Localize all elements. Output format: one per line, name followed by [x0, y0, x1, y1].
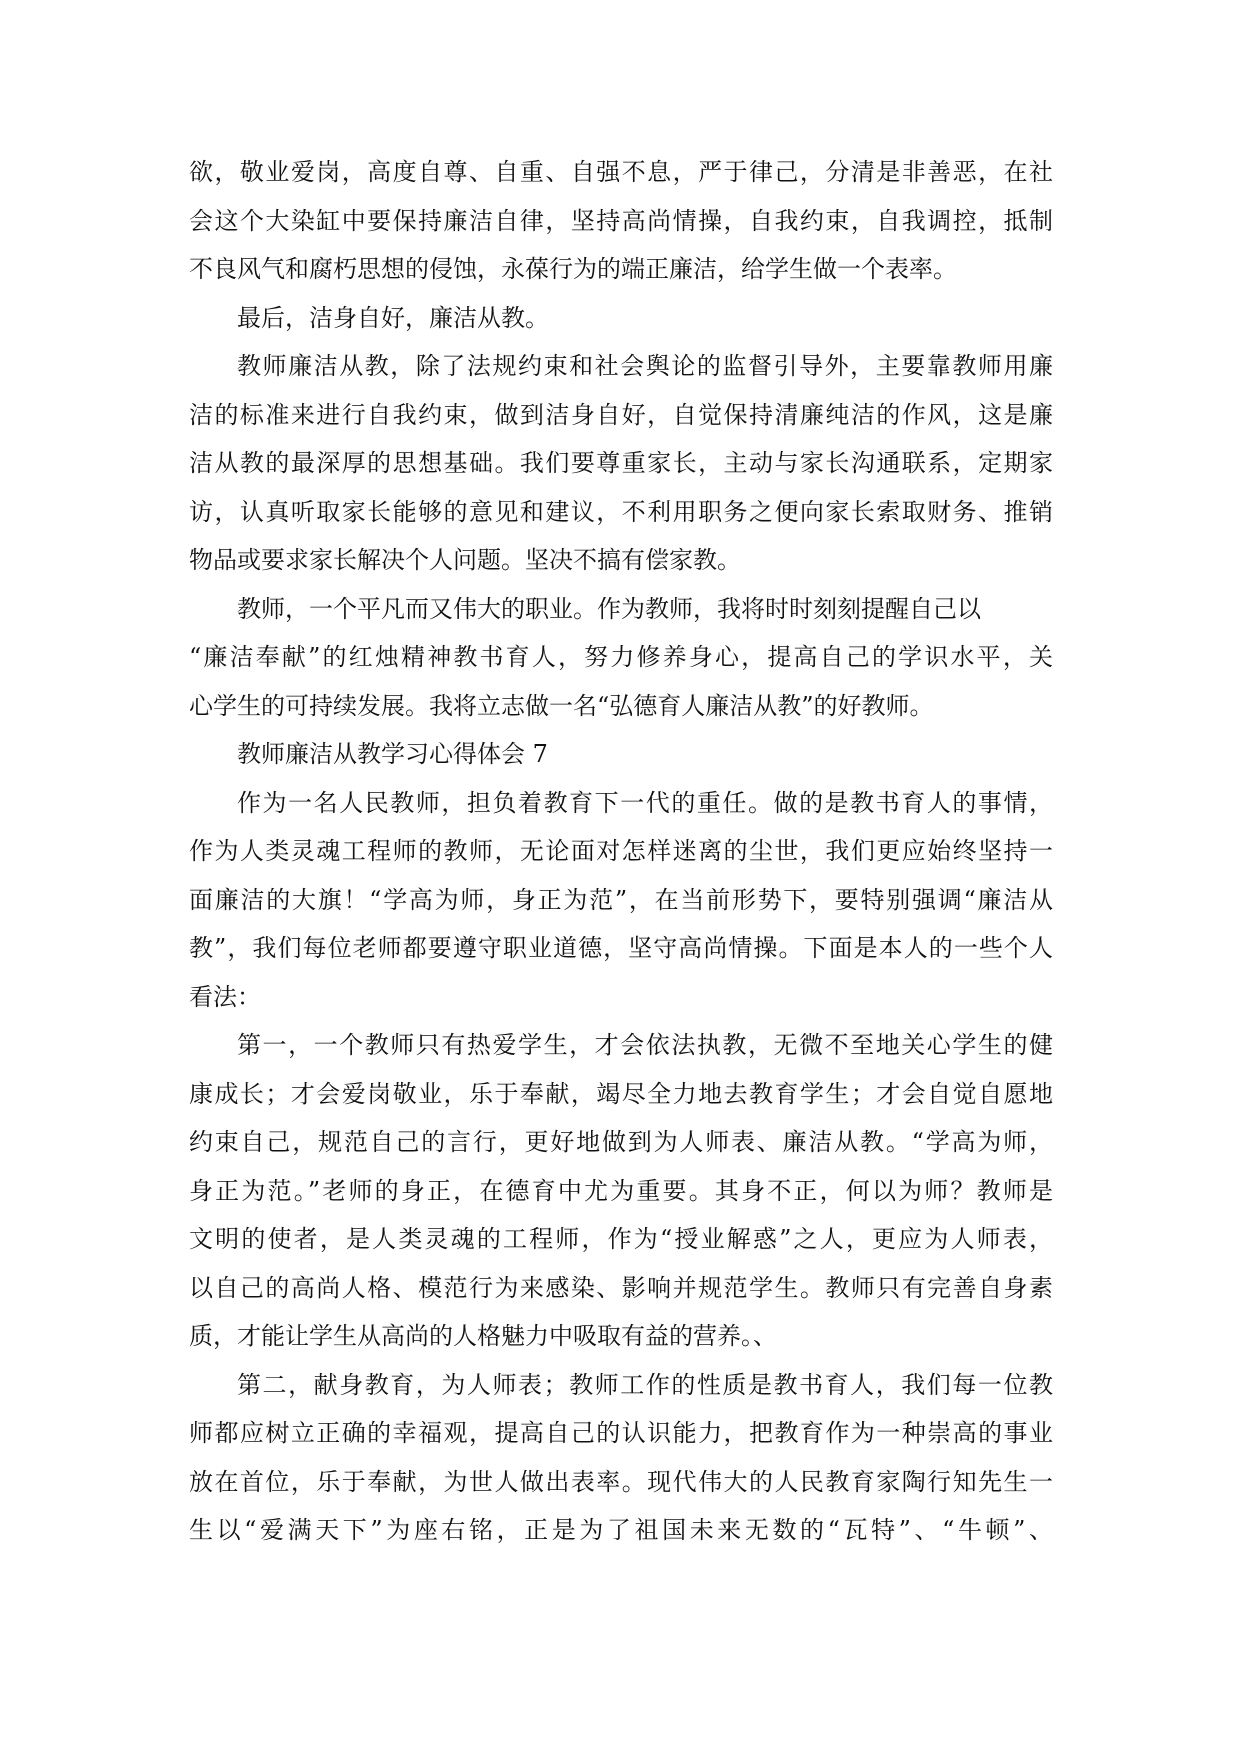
- text-line: 看法：: [189, 982, 261, 1011]
- text-line: 会这个大染缸中要保持廉洁自律，坚持高尚情操，自我约束，自我调控，抵制: [189, 206, 1053, 235]
- text-line: 教师廉洁从教学习心得体会 7: [237, 740, 548, 768]
- text-line: 教师，一个平凡而又伟大的职业。作为教师，我将时时刻刻提醒自己以: [237, 594, 981, 623]
- text-line: 心学生的可持续发展。我将立志做一名“弘德育人廉洁从教”的好教师。: [189, 691, 934, 720]
- text-line: 作为一名人民教师，担负着教育下一代的重任。做的是教书育人的事情，: [237, 788, 1053, 817]
- text-line: 生以“爱满天下”为座右铭，正是为了祖国未来无数的“瓦特”、“牛顿”、: [189, 1516, 1053, 1544]
- text-line: 文明的使者，是人类灵魂的工程师，作为“授业解惑”之人，更应为人师表，: [189, 1225, 1053, 1253]
- text-line: 教”，我们每位老师都要遵守职业道德，坚守高尚情操。下面是本人的一些个人: [189, 934, 1053, 962]
- text-line: 身正为范。”老师的身正，在德育中尤为重要。其身不正，何以为师？教师是: [189, 1176, 1053, 1205]
- text-line: 以自己的高尚人格、模范行为来感染、影响并规范学生。教师只有完善自身素: [189, 1273, 1053, 1302]
- text-line: 面廉洁的大旗！“学高为师，身正为范”，在当前形势下，要特别强调“廉洁从: [189, 885, 1053, 914]
- text-line: “廉洁奉献”的红烛精神教书育人，努力修养身心，提高自己的学识水平，关: [189, 643, 1053, 671]
- text-line: 约束自己，规范自己的言行，更好地做到为人师表、廉洁从教。“学高为师，: [189, 1128, 1053, 1156]
- text-line: 洁的标准来进行自我约束，做到洁身自好，自觉保持清廉纯洁的作风，这是廉: [189, 400, 1053, 429]
- text-line: 康成长；才会爱岗敬业，乐于奉献，竭尽全力地去教育学生；才会自觉自愿地: [189, 1079, 1053, 1108]
- text-line: 质，才能让学生从高尚的人格魅力中吸取有益的营养。、: [189, 1322, 777, 1350]
- text-line: 教师廉洁从教，除了法规约束和社会舆论的监督引导外，主要靠教师用廉: [237, 352, 1053, 380]
- text-line: 不良风气和腐朽思想的侵蚀，永葆行为的端正廉洁，给学生做一个表率。: [189, 255, 957, 283]
- text-line: 师都应树立正确的幸福观，提高自己的认识能力，把教育作为一种崇高的事业: [189, 1419, 1053, 1447]
- text-line: 放在首位，乐于奉献，为世人做出表率。现代伟大的人民教育家陶行知先生一: [189, 1467, 1053, 1496]
- text-line: 物品或要求家长解决个人问题。坚决不搞有偿家教。: [189, 546, 741, 574]
- document-body: [189, 148, 1053, 1555]
- text-line: 最后，洁身自好，廉洁从教。: [237, 303, 549, 332]
- text-line: 第二，献身教育，为人师表；教师工作的性质是教书育人，我们每一位教: [237, 1370, 1053, 1399]
- text-line: 欲，敬业爱岗，高度自尊、自重、自强不息，严于律己，分清是非善恶，在社: [189, 158, 1053, 186]
- text-line: 访，认真听取家长能够的意见和建议，不利用职务之便向家长索取财务、推销: [189, 497, 1053, 526]
- text-line: 洁从教的最深厚的思想基础。我们要尊重家长，主动与家长沟通联系，定期家: [189, 449, 1053, 477]
- text-line: 第一，一个教师只有热爱学生，才会依法执教，无微不至地关心学生的健: [237, 1031, 1053, 1059]
- text-line: 作为人类灵魂工程师的教师，无论面对怎样迷离的尘世，我们更应始终坚持一: [189, 837, 1053, 865]
